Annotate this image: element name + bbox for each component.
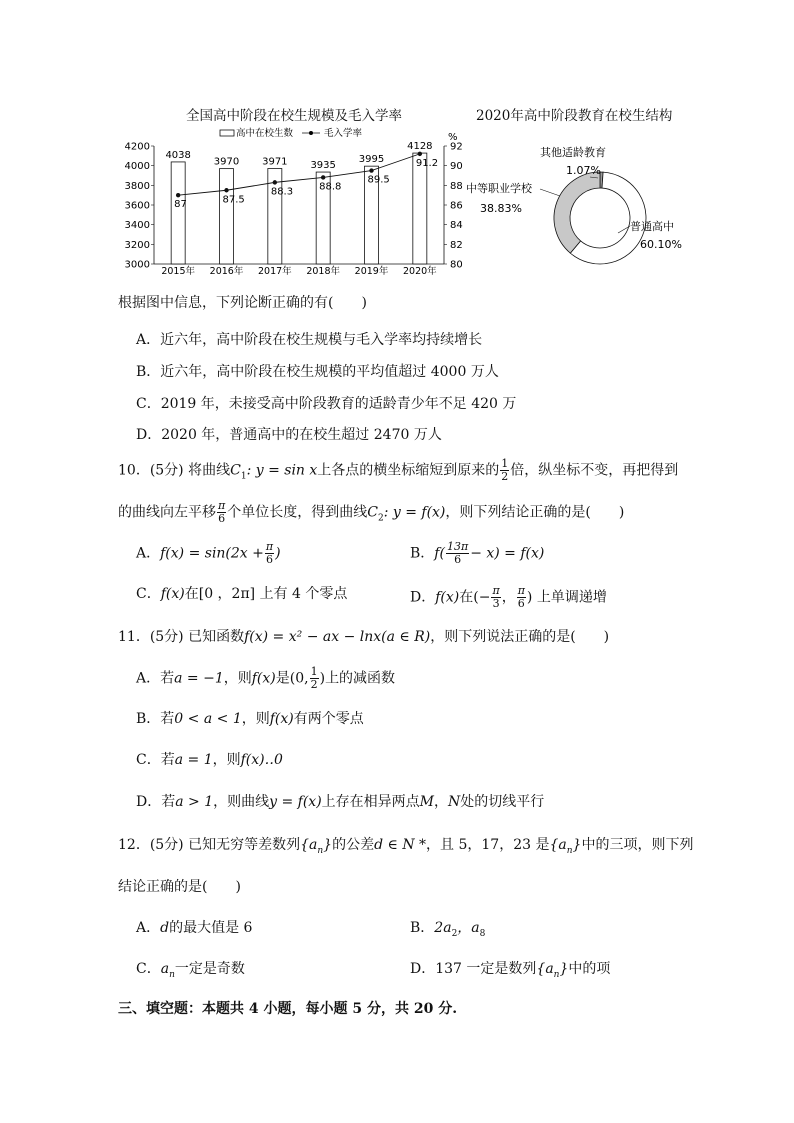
q11-option-d: D．若a > 1，则曲线y = f(x)上存在相异两点M，N处的切线平行 [136, 794, 545, 810]
rate-value-label: 88.8 [319, 181, 342, 193]
q11-stem: 11．(5分) 已知函数f(x) = x² − ax − lnx(a ∈ R)，则下列说法正确的是( ) [118, 629, 610, 645]
x-tick-label: 2020年 [402, 266, 437, 277]
rate-point [273, 180, 277, 184]
bar-value-label: 3971 [262, 156, 288, 168]
q12-option-d: D．137 一定是数列$\{a_n\}$中的项 [410, 961, 611, 980]
bar [220, 169, 234, 264]
bar [413, 153, 427, 264]
y-left-tick-label: 3000 [124, 259, 150, 271]
fraction-one-half: $\frac{1}{2}$ [501, 457, 509, 483]
y-left-tick-label: 3400 [124, 220, 150, 232]
y-left-tick-label: 4200 [124, 141, 150, 153]
rate-point [369, 168, 373, 172]
x-tick-label: 2015年 [161, 266, 196, 277]
bar-value-label: 4038 [165, 149, 191, 161]
fraction-pi-over-6: $\frac{\pi}{6}$ [218, 499, 226, 525]
legend-bar-label: 高中在校生数 [236, 128, 294, 139]
legend-line-marker [309, 131, 313, 135]
bar-value-label: 4128 [407, 141, 433, 153]
q10-option-b: B．f( $\frac{13\pi}{6}$ − x) = f(x) [410, 540, 545, 566]
q10-option-c: C．f(x)在[0 ，2π] 上有 4 个零点 [136, 586, 348, 602]
rate-point [224, 188, 228, 192]
bar [171, 162, 185, 264]
slice-label-general: 普通高中 [630, 220, 674, 233]
y-left-tick-label: 4000 [124, 161, 150, 173]
slice-label-other: 其他适龄教育 [540, 146, 606, 159]
donut-slices [554, 172, 646, 264]
slice-value-general: 60.10% [640, 238, 682, 251]
rate-value-label: 88.3 [270, 186, 294, 198]
q10-line1: 10．(5分) 将曲线$C_1$: y = sin x上各点的横坐标缩短到原来的 $\frac{1}{2}$ 倍，纵坐标不变，再把得到 [118, 457, 679, 483]
pie-chart-title: 2020年高中阶段教育在校生结构 [476, 108, 673, 124]
x-tick-label: 2017年 [257, 266, 292, 277]
q11-option-c: C．若a = 1，则f(x)‥0 [136, 752, 283, 768]
bar-line-chart [112, 122, 472, 282]
q12-option-c: C．$a_n$一定是奇数 [136, 961, 245, 980]
x-tick-label: 2018年 [306, 266, 341, 277]
y-left-tick-label: 3600 [124, 200, 150, 212]
x-tick-label: 2016年 [209, 266, 244, 277]
legend-bar-swatch [220, 130, 234, 136]
q11-option-a: A．若a = −1，则f(x)是(0, $\frac{1}{2}$ )上的减函数 [136, 665, 396, 691]
section-3-heading: 三、填空题：本题共 4 小题，每小题 5 分，共 20 分. [118, 1001, 458, 1017]
q12-line1: 12．(5分) 已知无穷等差数列$\{a_n\}$的公差d ∈ N *，且 5，17，23 是$\{a_n\}$中的三项，则下列 [118, 837, 694, 856]
y-right-tick-label: 80 [450, 259, 463, 271]
bar-value-label: 3995 [358, 154, 385, 166]
rate-point [418, 152, 422, 156]
q12-option-a: A．d的最大值是 6 [136, 920, 253, 936]
y-left-tick-label: 3800 [124, 180, 150, 192]
q9-option-a: A．近六年，高中阶段在校生规模与毛入学率均持续增长 [136, 332, 483, 348]
y-left-tick-label: 3200 [124, 239, 150, 251]
y-right-tick-label: 90 [450, 161, 463, 173]
bar-line-chart-title: 全国高中阶段在校生规模及毛入学率 [186, 108, 402, 124]
slice-label-vocational: 中等职业学校 [466, 182, 532, 195]
q9-option-d: D．2020 年，普通高中的在校生超过 2470 万人 [136, 427, 442, 443]
q10-option-a: A．f(x) = sin(2x + $\frac{\pi}{6}$ ) [136, 540, 281, 566]
chart-legend [220, 127, 363, 139]
leader-line-vocational [540, 189, 560, 196]
bar-series [161, 141, 437, 277]
q9-option-b: B．近六年，高中阶段在校生规模的平均值超过 4000 万人 [136, 364, 499, 380]
donut-slice [554, 172, 600, 253]
y-right-tick-label: 82 [450, 239, 463, 251]
rate-value-label: 91.2 [415, 157, 439, 169]
rate-value-label: 87.5 [222, 194, 245, 206]
y-right-tick-label: 84 [450, 220, 463, 232]
rate-value-label: 89.5 [367, 174, 390, 186]
y-right-tick-label: 88 [450, 180, 463, 192]
rate-value-label: 87 [174, 199, 187, 211]
slice-value-vocational: 38.83% [480, 202, 522, 215]
q9-option-c: C．2019 年，未接受高中阶段教育的适龄青少年不足 420 万 [136, 396, 517, 412]
q10-line2: 的曲线向左平移 $\frac{\pi}{6}$ 个单位长度，得到曲线$C_2$: y = f(x)，则下列结论正确的是( ) [118, 499, 625, 525]
bar-value-label: 3970 [213, 156, 240, 168]
rate-point [321, 175, 325, 179]
q9-stem: 根据图中信息，下列论断正确的有( ) [118, 295, 367, 311]
y-right-tick-label: 86 [450, 200, 463, 212]
bar-value-label: 3935 [310, 160, 336, 172]
q12-option-b: B．$2a_2$，$a_8$ [410, 920, 486, 939]
q12-line2: 结论正确的是( ) [118, 879, 241, 895]
rate-point [176, 193, 180, 197]
y-right-tick-label: 92 [450, 141, 463, 153]
donut-chart [460, 140, 700, 280]
q10-option-d: D．f(x)在(− $\frac{\pi}{3}$ ， $\frac{\pi}{6}$ ) 上单调递增 [410, 584, 607, 610]
slice-value-other: 1.07% [566, 164, 601, 177]
x-tick-label: 2019年 [354, 266, 389, 277]
legend-line-label: 毛入学率 [324, 128, 363, 139]
q11-option-b: B．若0 < a < 1，则f(x)有两个零点 [136, 711, 364, 727]
y-right-unit: % [448, 132, 458, 143]
